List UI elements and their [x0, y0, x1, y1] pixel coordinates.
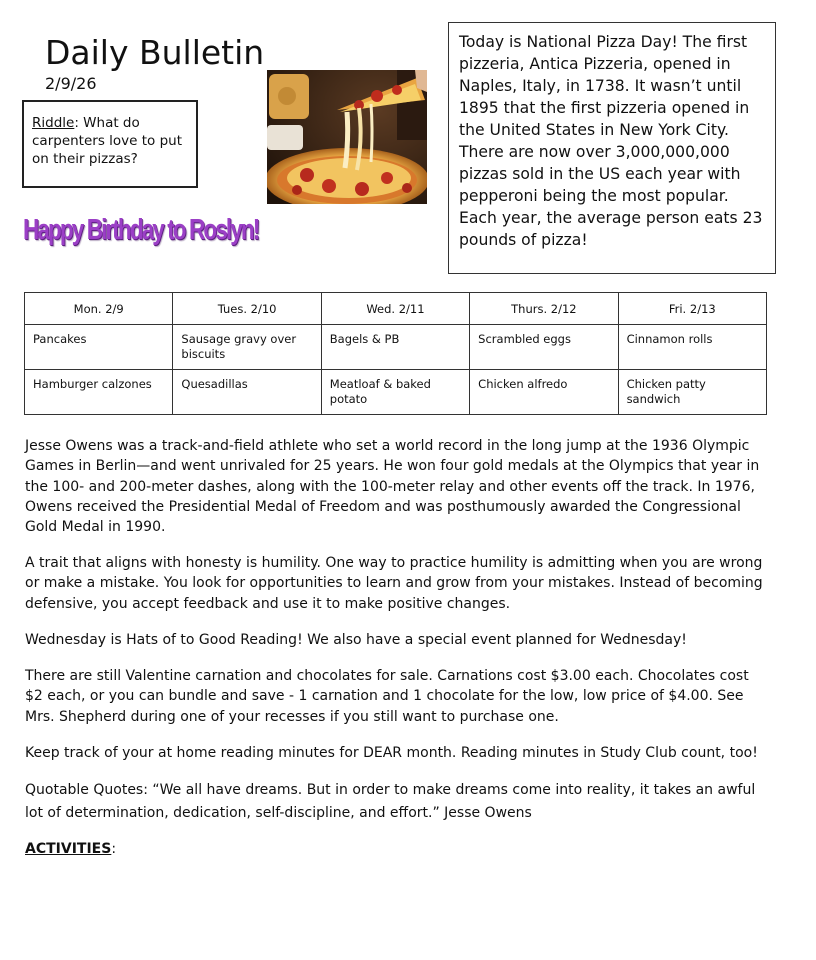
- riddle-label: Riddle: [32, 115, 75, 131]
- valentine-sale-paragraph: There are still Valentine carnation and chocolates for sale. Carnations cost $3.00 each. Chocolates cost $2 each, or you can bundle and save - 1 carnation and 1 chocolate for the low, low price of $4.00. See Mrs. Shepherd during one of your recesses if you still want to purchase one.: [25, 668, 749, 725]
- menu-cell: Chicken patty sandwich: [618, 370, 766, 415]
- riddle-text: : What do carpenters love to put on their pizzas?: [32, 115, 183, 167]
- menu-cell: Hamburger calzones: [25, 370, 173, 415]
- menu-cell: Cinnamon rolls: [618, 325, 766, 370]
- humility-paragraph: A trait that aligns with honesty is humility. One way to practice humility is admitting when you are wrong or make a mistake. You look for opportunities to learn and grow from your mistakes. Instead of becoming defensive, you accept feedback and use it to make positive changes.: [25, 555, 763, 612]
- menu-cell: Meatloaf & baked potato: [321, 370, 469, 415]
- dear-month-paragraph: Keep track of your at home reading minutes for DEAR month. Reading minutes in Study Club count, too!: [25, 745, 758, 761]
- lunch-menu-table: [24, 292, 767, 415]
- activities-heading: [25, 839, 116, 859]
- menu-day-wed: Wed. 2/11: [321, 293, 469, 325]
- menu-day-thu: Thurs. 2/12: [470, 293, 618, 325]
- menu-cell: Pancakes: [25, 325, 173, 370]
- jesse-owens-paragraph: Jesse Owens was a track-and-field athlete who set a world record in the long jump at the 1936 Olympic Games in Berlin—and went unrivaled for 25 years. He won four gold medals at the Olympics that year in the 100- and 200-meter dashes, along with the 100-meter relay and other events off the track. In 1976, Owens received the Presidential Medal of Freedom and was posthumously awarded the Congressional Gold Medal in 1990.: [25, 438, 760, 536]
- menu-header-row: [25, 293, 767, 325]
- pizza-day-fact: Today is National Pizza Day! The first pizzeria, Antica Pizzeria, opened in Naples, Italy, in 1738. It wasn’t until 1895 that the first pizzeria opened in the United States in New York City. There are now over 3,000,000,000 pizzas sold in the US each year with pepperoni being the most popular. Each year, the average person eats 23 pounds of pizza!: [448, 22, 776, 274]
- bulletin-date: 2/9/26: [45, 74, 97, 93]
- pizza-photo: [267, 70, 427, 204]
- quotable-quote-paragraph: Quotable Quotes: “We all have dreams. But in order to make dreams come into reality, it takes an awful lot of determination, dedication, self-discipline, and effort.” Jesse Owens: [25, 782, 756, 821]
- menu-day-tue: Tues. 2/10: [173, 293, 321, 325]
- riddle-box: [22, 100, 198, 188]
- menu-day-mon: Mon. 2/9: [25, 293, 173, 325]
- menu-lunch-row: [25, 370, 767, 415]
- menu-cell: Bagels & PB: [321, 325, 469, 370]
- menu-cell: Sausage gravy over biscuits: [173, 325, 321, 370]
- page-title: Daily Bulletin: [45, 33, 265, 72]
- menu-cell: Quesadillas: [173, 370, 321, 415]
- menu-cell: Scrambled eggs: [470, 325, 618, 370]
- activities-colon: :: [111, 841, 117, 857]
- menu-day-fri: Fri. 2/13: [618, 293, 766, 325]
- menu-breakfast-row: [25, 325, 767, 370]
- hats-paragraph: Wednesday is Hats of to Good Reading! We also have a special event planned for Wednesday!: [25, 632, 687, 648]
- birthday-wordart: Happy Birthday to Roslyn!: [23, 214, 259, 246]
- activities-label: ACTIVITIES: [25, 841, 112, 857]
- menu-cell: Chicken alfredo: [470, 370, 618, 415]
